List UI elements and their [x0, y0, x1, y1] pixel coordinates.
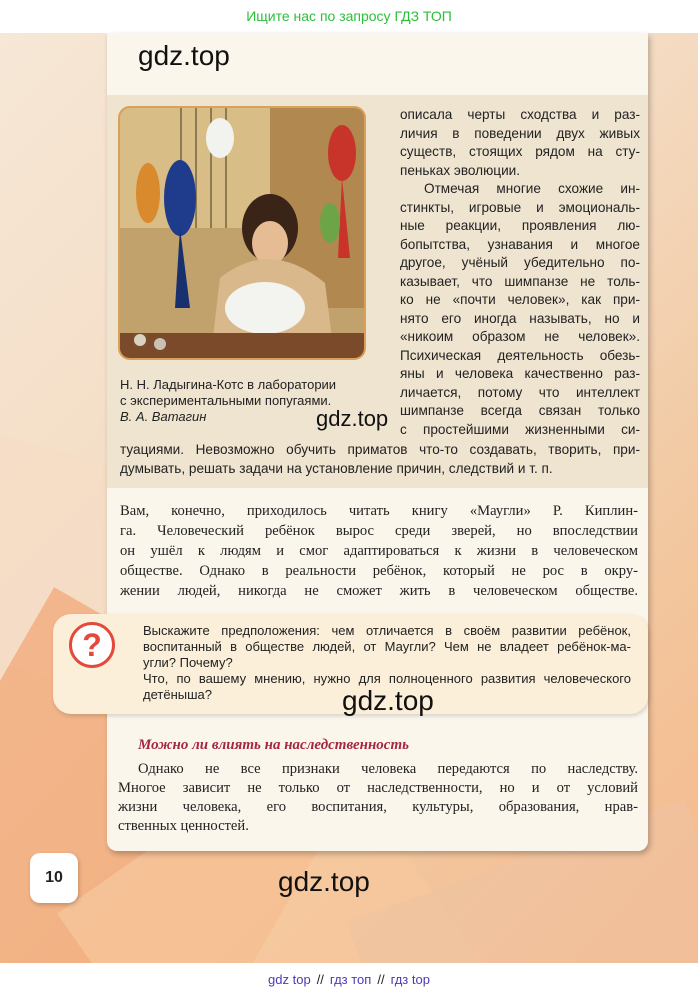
text-line: существ, стоящих рядом на сту-	[400, 144, 640, 159]
text-line: ко не «почти человек», как при-	[400, 292, 640, 307]
watermark: gdz.top	[316, 406, 389, 431]
paragraph-line: Однако не все признаки человека передаются по наследству.	[138, 761, 638, 777]
story-line: жении людей, никогда не сможет жить в человеческом обществе.	[120, 583, 638, 599]
paragraph-line: жизни человека, его воспитания, культуры, образования, нрав-	[118, 799, 638, 815]
page-number: 10	[30, 853, 78, 903]
watermark: gdz.top	[278, 866, 370, 897]
paragraph-line: Многое зависит не только от наследственности, но и от условий	[118, 780, 638, 796]
question-line: Что, по вашему мнению, нужно для полноценного развития человеческого	[143, 671, 631, 686]
question-line: угли? Почему?	[143, 655, 233, 670]
text-line: Психическая деятельность обезь-	[400, 347, 640, 363]
question-line: Выскажите предположения: чем отличается в своём развитии ребёнок,	[143, 623, 631, 638]
link-gdz-top-cyrillic[interactable]: гдз топ	[329, 972, 372, 987]
link-gdz-top[interactable]: gdz top	[268, 972, 311, 987]
text-line: личается, потому что интеллект	[400, 384, 640, 400]
story-line: он ушёл к людям и смог адаптироваться к жизни в человеческом	[120, 543, 638, 559]
text-line: с простейшими жизненными си-	[400, 421, 640, 437]
text-line: пеньках эволюции.	[400, 162, 521, 178]
story-line: га. Человеческий ребёнок вырос среди зверей, но впоследствии	[120, 523, 638, 539]
text-line: стинкты, игровые и эмоциональ-	[400, 199, 640, 215]
text-line: бопытства, узнавания и многое	[400, 236, 640, 252]
text-line: другое, учёный убедительно по-	[400, 255, 640, 270]
bottom-links-bar: gdz top // гдз топ // гдз top	[0, 963, 698, 997]
caption-line: с экспериментальными попугаями.	[120, 393, 332, 408]
text-line: «никоим образом не человек».	[400, 329, 640, 344]
question-line: воспитанный в обществе людей, от Маугли? Чем не владеет ребёнок-ма-	[143, 639, 631, 654]
text-line: ные реакции, проявления лю-	[400, 218, 640, 233]
watermark: gdz.top	[342, 685, 434, 716]
caption-author: В. А. Ватагин	[120, 409, 207, 424]
illustration-parrots-lab	[118, 106, 366, 360]
text-line: Отмечая многие схожие ин-	[424, 181, 640, 196]
question-line: детёныша?	[143, 687, 212, 702]
paragraph-line: ственных ценностей.	[118, 818, 249, 834]
text-line: нято его иногда называть, но и	[400, 310, 640, 326]
section-heading: Можно ли влиять на наследственность	[138, 737, 409, 753]
text-line: шимпанзе всегда связан только	[400, 403, 640, 418]
link-gdz-top-mixed[interactable]: гдз top	[390, 972, 430, 987]
text-line: яны и человека качественно раз-	[400, 366, 640, 381]
caption-line: Н. Н. Ладыгина-Котс в лаборатории	[120, 377, 337, 392]
text-line: думывать, решать задачи на установление причин, следствий и т. п.	[120, 460, 553, 476]
story-line: Вам, конечно, приходилось читать книгу «Маугли» Р. Киплин-	[120, 503, 638, 519]
text-line: описала черты сходства и раз-	[400, 107, 640, 122]
question-mark-icon: ?	[69, 622, 115, 668]
text-line: туациями. Невозможно обучить приматов что-то создавать, творить, при-	[120, 442, 640, 457]
text-line: казывает, что шимпанзе не толь-	[400, 273, 640, 289]
story-line: обществе. Однако в реальности ребёнок, который не рос в окру-	[120, 563, 638, 579]
top-banner: Ищите нас по запросу ГДЗ ТОП	[0, 0, 698, 33]
watermark: gdz.top	[138, 40, 230, 71]
text-line: личия в поведении двух живых	[400, 125, 640, 141]
